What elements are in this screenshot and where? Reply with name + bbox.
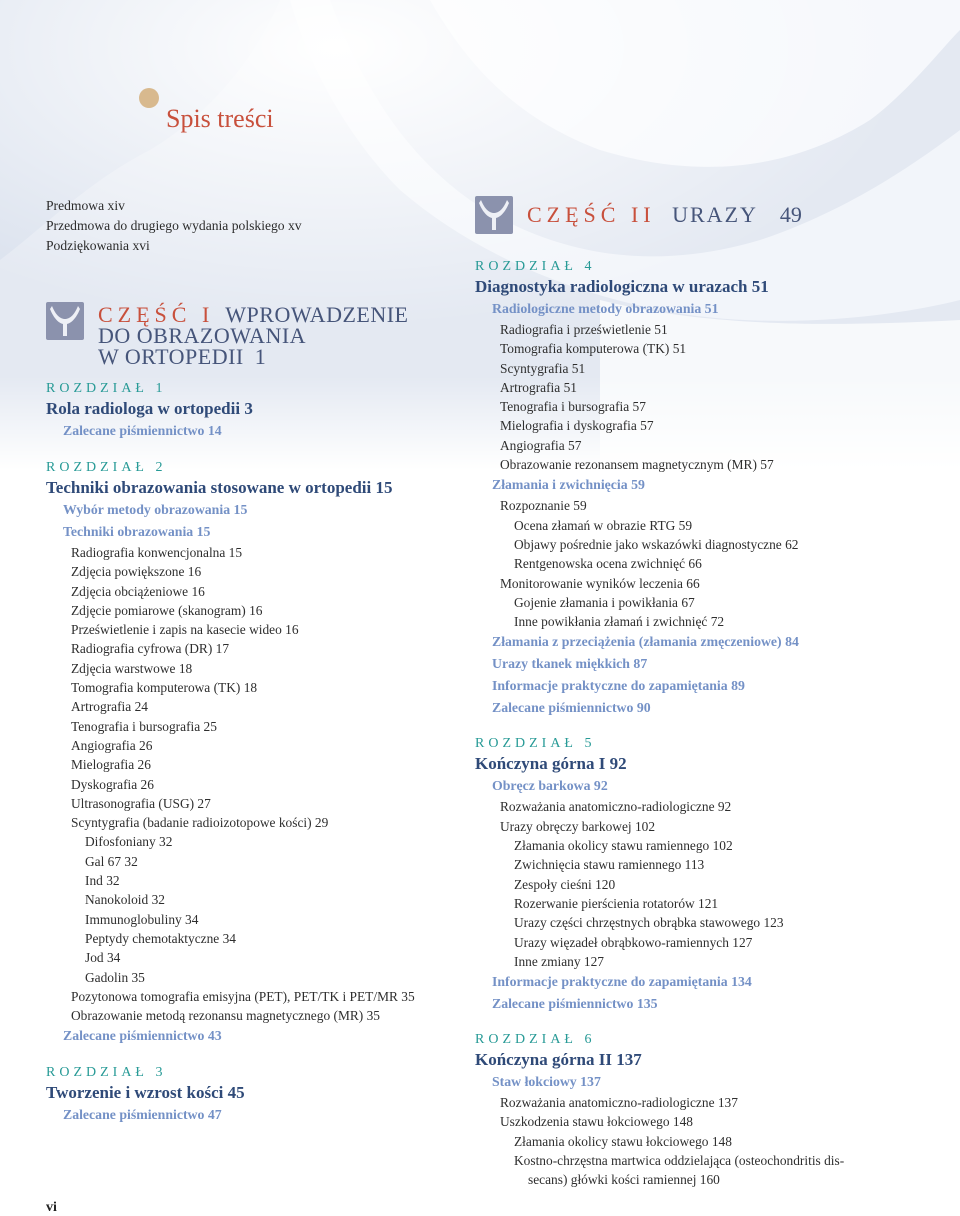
- toc-subsection-entry: Difosfoniany 32: [85, 834, 173, 850]
- toc-subsection-entry: Peptydy chemotaktyczne 34: [85, 930, 236, 946]
- toc-subsection-entry: Urazy części chrzęstnych obrąbka stawowego 123: [514, 915, 784, 931]
- chapter-title: Diagnostyka radiologiczna w urazach 51: [475, 277, 769, 296]
- toc-subsection-entry: Mielografia 26: [71, 757, 151, 773]
- chapter-block: [475, 735, 955, 1015]
- toc-subsection-entry: Rentgenowska ocena zwichnięć 66: [514, 556, 702, 572]
- toc-subsection-entry: Zdjęcie pomiarowe (skanogram) 16: [71, 602, 263, 618]
- toc-section-entry: Zalecane piśmiennictwo 47: [63, 1107, 222, 1123]
- right-chapter-list: [475, 258, 955, 1190]
- front-matter-item: Podziękowania xvi: [46, 238, 150, 253]
- chapter-title: Techniki obrazowania stosowane w ortopedii 15: [46, 478, 393, 497]
- toc-section-entry: Urazy tkanek miękkich 87: [492, 656, 648, 672]
- toc-right-column: [475, 196, 955, 1190]
- toc-subsection-entry: Złamania okolicy stawu łokciowego 148: [514, 1133, 732, 1149]
- part-1-label: CZĘŚĆ I: [98, 302, 215, 327]
- toc-subsection-entry: Ind 32: [85, 873, 120, 889]
- toc-subsection-entry: Radiografia konwencjonalna 15: [71, 545, 243, 560]
- toc-subsection-entry: Zdjęcia warstwowe 18: [71, 660, 193, 676]
- chapter-label: ROZDZIAŁ 4: [475, 259, 596, 274]
- toc-subsection-entry: Mielografia i dyskografia 57: [500, 418, 654, 434]
- chapter-label: ROZDZIAŁ 3: [46, 1065, 167, 1081]
- toc-subsection-entry: Rozważania anatomiczno-radiologiczne 137: [500, 1095, 738, 1111]
- toc-section-entry: Techniki obrazowania 15: [63, 524, 211, 539]
- title-ornament-dot: [139, 88, 159, 108]
- chapter-block: [475, 258, 955, 719]
- front-matter-item: Przedmowa do drugiego wydania polskiego xv: [46, 218, 302, 233]
- toc-subsection-entry: Zwichnięcia stawu ramiennego 113: [514, 857, 705, 873]
- toc-subsection-entry: Artrografia 24: [71, 699, 148, 715]
- toc-section-entry: Informacje praktyczne do zapamiętania 134: [492, 974, 752, 990]
- toc-subsection-entry: Nanokoloid 32: [85, 892, 165, 908]
- toc-subsection-entry: Scyntygrafia (badanie radioizotopowe kości) 29: [71, 815, 329, 831]
- toc-section-entry: Informacje praktyczne do zapamiętania 89: [492, 678, 745, 694]
- toc-subsection-entry: Złamania okolicy stawu ramiennego 102: [514, 838, 733, 854]
- toc-subsection-entry: Inne powikłania złamań i zwichnięć 72: [514, 614, 725, 630]
- chapter-block: [46, 459, 466, 1047]
- skeleton-thumbnail-icon: [46, 302, 84, 340]
- toc-left-column: [46, 196, 466, 1126]
- toc-section-entry: Zalecane piśmiennictwo 90: [492, 700, 651, 716]
- toc-subsection-entry: Monitorowanie wyników leczenia 66: [500, 575, 700, 591]
- chapter-title: Tworzenie i wzrost kości 45: [46, 1083, 245, 1103]
- left-chapter-list: [46, 380, 466, 1126]
- toc-subsection-entry: Gal 67 32: [85, 853, 138, 869]
- toc-subsection-entry: Urazy obręczy barkowej 102: [500, 818, 656, 834]
- toc-section-entry: Wybór metody obrazowania 15: [63, 502, 248, 517]
- toc-subsection-entry: Artrografia 51: [500, 379, 577, 395]
- chapter-title: Kończyna górna I 92: [475, 754, 627, 774]
- chapter-block: [475, 1031, 955, 1189]
- toc-subsection-entry: Scyntygrafia 51: [500, 360, 586, 376]
- chapter-block: [46, 1064, 466, 1126]
- chapter-title: Rola radiologa w ortopedii 3: [46, 399, 253, 418]
- toc-subsection-entry: Angiografia 26: [71, 737, 153, 753]
- toc-subsection-entry: Rozpoznanie 59: [500, 498, 587, 514]
- toc-section-entry: Zalecane piśmiennictwo 43: [63, 1028, 222, 1044]
- chapter-label: ROZDZIAŁ 6: [475, 1032, 596, 1048]
- chapter-label: ROZDZIAŁ 2: [46, 460, 167, 475]
- toc-subsection-entry: Prześwietlenie i zapis na kasecie wideo 16: [71, 622, 299, 638]
- toc-subsection-entry: Rozważania anatomiczno-radiologiczne 92: [500, 799, 732, 815]
- part-2-page-number: 49: [779, 202, 802, 227]
- toc-section-entry: Zalecane piśmiennictwo 135: [492, 996, 658, 1012]
- chapter-title: Kończyna górna II 137: [475, 1050, 642, 1070]
- toc-subsection-entry: Gadolin 35: [85, 969, 145, 985]
- toc-subsection-entry: Ocena złamań w obrazie RTG 59: [514, 517, 693, 533]
- part-2-title: URAZY: [672, 202, 758, 227]
- chapter-block: [46, 380, 466, 442]
- part-1-title-line3: W ORTOPEDII: [98, 344, 244, 369]
- part-2-label: CZĘŚĆ II: [527, 202, 656, 227]
- part-1-title-line1: WPROWADZENIE: [225, 302, 409, 327]
- toc-subsection-entry: Radiografia cyfrowa (DR) 17: [71, 641, 230, 657]
- part-1-page-number: 1: [254, 344, 266, 369]
- chapter-label: ROZDZIAŁ 1: [46, 381, 167, 396]
- chapter-label: ROZDZIAŁ 5: [475, 736, 596, 752]
- page-folio: vi: [46, 1200, 57, 1215]
- skeleton-thumbnail-icon: [475, 196, 513, 234]
- toc-subsection-entry: Tenografia i bursografia 57: [500, 399, 646, 415]
- toc-subsection-entry: Tomografia komputerowa (TK) 51: [500, 341, 687, 357]
- toc-section-entry: Radiologiczne metody obrazowania 51: [492, 301, 719, 316]
- part-2-heading: [475, 196, 955, 234]
- toc-subsection-entry: Immunoglobuliny 34: [85, 911, 199, 927]
- toc-subsection-entry: Zespoły cieśni 120: [514, 876, 616, 892]
- toc-subsection-entry: Obrazowanie metodą rezonansu magnetycznego (MR) 35: [71, 1008, 380, 1024]
- toc-subsection-entry: Inne zmiany 127: [514, 953, 604, 969]
- toc-section-entry: Złamania i zwichnięcia 59: [492, 477, 645, 493]
- toc-subsection-entry: Angiografia 57: [500, 437, 582, 453]
- toc-subsection-entry: secans) główki kości ramiennej 160: [528, 1172, 720, 1188]
- toc-subsection-entry: Objawy pośrednie jako wskazówki diagnostyczne 62: [514, 536, 799, 552]
- toc-subsection-entry: Pozytonowa tomografia emisyjna (PET), PET/TK i PET/MR 35: [71, 988, 415, 1004]
- toc-subsection-entry: Urazy więzadeł obrąbkowo-ramiennych 127: [514, 934, 753, 950]
- toc-section-entry: Zalecane piśmiennictwo 14: [63, 423, 222, 438]
- toc-subsection-entry: Dyskografia 26: [71, 776, 154, 792]
- toc-subsection-entry: Tenografia i bursografia 25: [71, 718, 217, 734]
- toc-subsection-entry: Kostno-chrzęstna martwica oddzielająca (osteochondritis dis-: [514, 1153, 845, 1169]
- toc-subsection-entry: Radiografia i prześwietlenie 51: [500, 322, 668, 337]
- page-title: Spis treści: [166, 104, 274, 133]
- toc-subsection-entry: Gojenie złamania i powikłania 67: [514, 594, 695, 610]
- toc-subsection-entry: Ultrasonografia (USG) 27: [71, 795, 211, 811]
- toc-subsection-entry: Uszkodzenia stawu łokciowego 148: [500, 1114, 694, 1130]
- toc-subsection-entry: Zdjęcia powiększone 16: [71, 564, 202, 580]
- toc-section-entry: Obręcz barkowa 92: [492, 778, 608, 794]
- toc-subsection-entry: Rozerwanie pierścienia rotatorów 121: [514, 895, 719, 911]
- toc-subsection-entry: Obrazowanie rezonansem magnetycznym (MR) 57: [500, 457, 774, 473]
- toc-subsection-entry: Tomografia komputerowa (TK) 18: [71, 680, 258, 696]
- toc-section-entry: Staw łokciowy 137: [492, 1074, 601, 1090]
- toc-section-entry: Złamania z przeciążenia (złamania zmęczeniowe) 84: [492, 634, 799, 650]
- part-1-title-line2: DO OBRAZOWANIA: [98, 323, 307, 348]
- toc-subsection-entry: Zdjęcia obciążeniowe 16: [71, 583, 205, 599]
- front-matter-item: Predmowa xiv: [46, 198, 125, 213]
- part-1-heading: [46, 302, 466, 367]
- toc-subsection-entry: Jod 34: [85, 950, 121, 966]
